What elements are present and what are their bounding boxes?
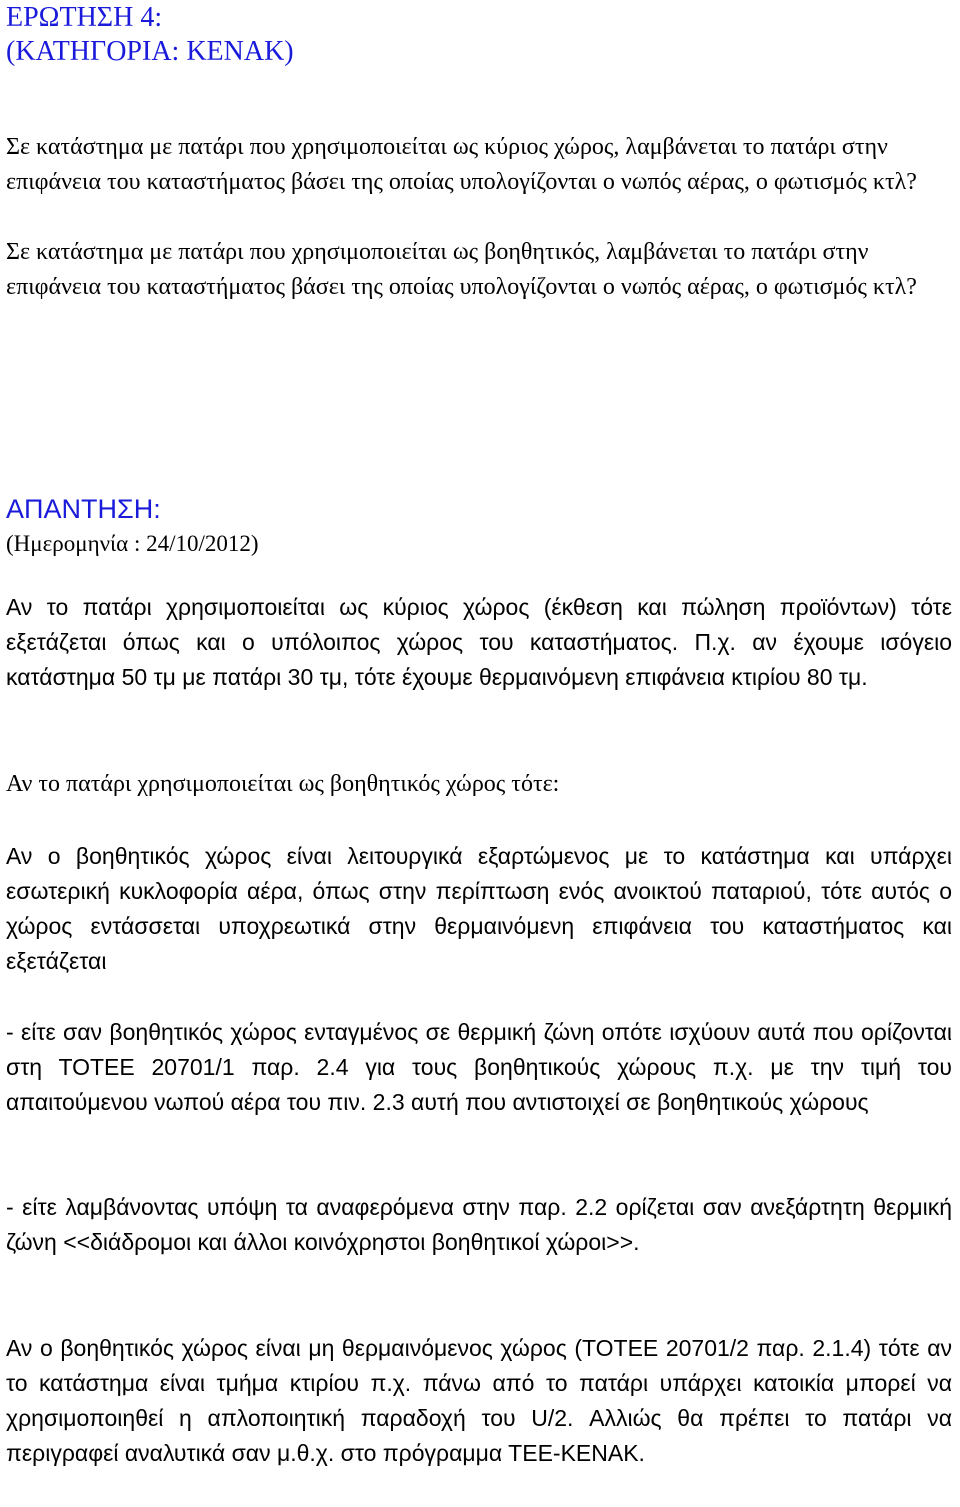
answer-paragraph-4: Αν ο βοηθητικός χώρος είναι μη θερμαινόμενος χώρος (ΤΟΤΕΕ 20701/2 παρ. 2.1.4) τότε αν το κατάστημα είναι τμήμα κτιρίου π.χ. πάνω από το πατάρι υπάρχει κατοικία μπορεί να χρησιμοποιηθεί η απλοποιητική παραδοχή του U/2. Αλλιώς θα πρέπει το πατάρι να περιγραφεί αναλυτικά σαν μ.θ.χ. στο πρόγραμμα ΤΕΕ-ΚΕΝΑΚ. (6, 1335, 952, 1466)
answer-bullet-2: - είτε λαμβάνοντας υπόψη τα αναφερόμενα στην παρ. 2.2 ορίζεται σαν ανεξάρτητη θερμική ζώνη <<διάδρομοι και άλλοι κοινόχρηστοι βοηθητικοί χώροι>>. (6, 1194, 952, 1255)
question-paragraph-1: Σε κατάστημα με πατάρι που χρησιμοποιείται ως κύριος χώρος, λαμβάνεται το πατάρι στην επιφάνεια του καταστήματος βάσει της οποίας υπολογίζονται ο νωπός αέρας, ο φωτισμός κτλ? (6, 134, 917, 195)
answer-bullet-1: - είτε σαν βοηθητικός χώρος ενταγμένος σε θερμική ζώνη οπότε ισχύουν αυτά που ορίζονται στη ΤΟΤΕΕ 20701/1 παρ. 2.4 για τους βοηθητικούς χώρους π.χ. με την τιμή του απαιτούμενου νωπού αέρα του πιν. 2.3 αυτή που αντιστοιχεί σε βοηθητικούς χώρους (6, 1019, 952, 1115)
answer-title: ΑΠΑΝΤΗΣΗ: (6, 494, 161, 524)
question-paragraph-2: Σε κατάστημα με πατάρι που χρησιμοποιείται ως βοηθητικός, λαμβάνεται το πατάρι στην επιφάνεια του καταστήματος βάσει της οποίας υπολογίζονται ο νωπός αέρας, ο φωτισμός κτλ? (6, 239, 917, 300)
question-category: (ΚΑΤΗΓΟΡΙΑ: ΚΕΝΑΚ) (6, 36, 294, 67)
question-title: ΕΡΩΤΗΣΗ 4: (6, 2, 163, 33)
answer-paragraph-1: Αν το πατάρι χρησιμοποιείται ως κύριος χώρος (έκθεση και πώληση προϊόντων) τότε εξετάζεται όπως και ο υπόλοιπος χώρος του καταστήματος. Π.χ. αν έχουμε ισόγειο κατάστημα 50 τμ με πατάρι 30 τμ, τότε έχουμε θερμαινόμενη επιφάνεια κτιρίου 80 τμ. (6, 594, 952, 690)
answer-paragraph-3: Αν ο βοηθητικός χώρος είναι λειτουργικά εξαρτώμενος με το κατάστημα και υπάρχει εσωτερική κυκλοφορία αέρα, όπως στην περίπτωση ενός ανοικτού παταριού, τότε αυτός ο χώρος εντάσσεται υποχρεωτικά στην θερμαινόμενη επιφάνεια του καταστήματος και εξετάζεται (6, 843, 952, 974)
answer-paragraph-2: Αν το πατάρι χρησιμοποιείται ως βοηθητικός χώρος τότε: (6, 771, 560, 797)
answer-date: (Ημερομηνία : 24/10/2012) (6, 531, 259, 556)
